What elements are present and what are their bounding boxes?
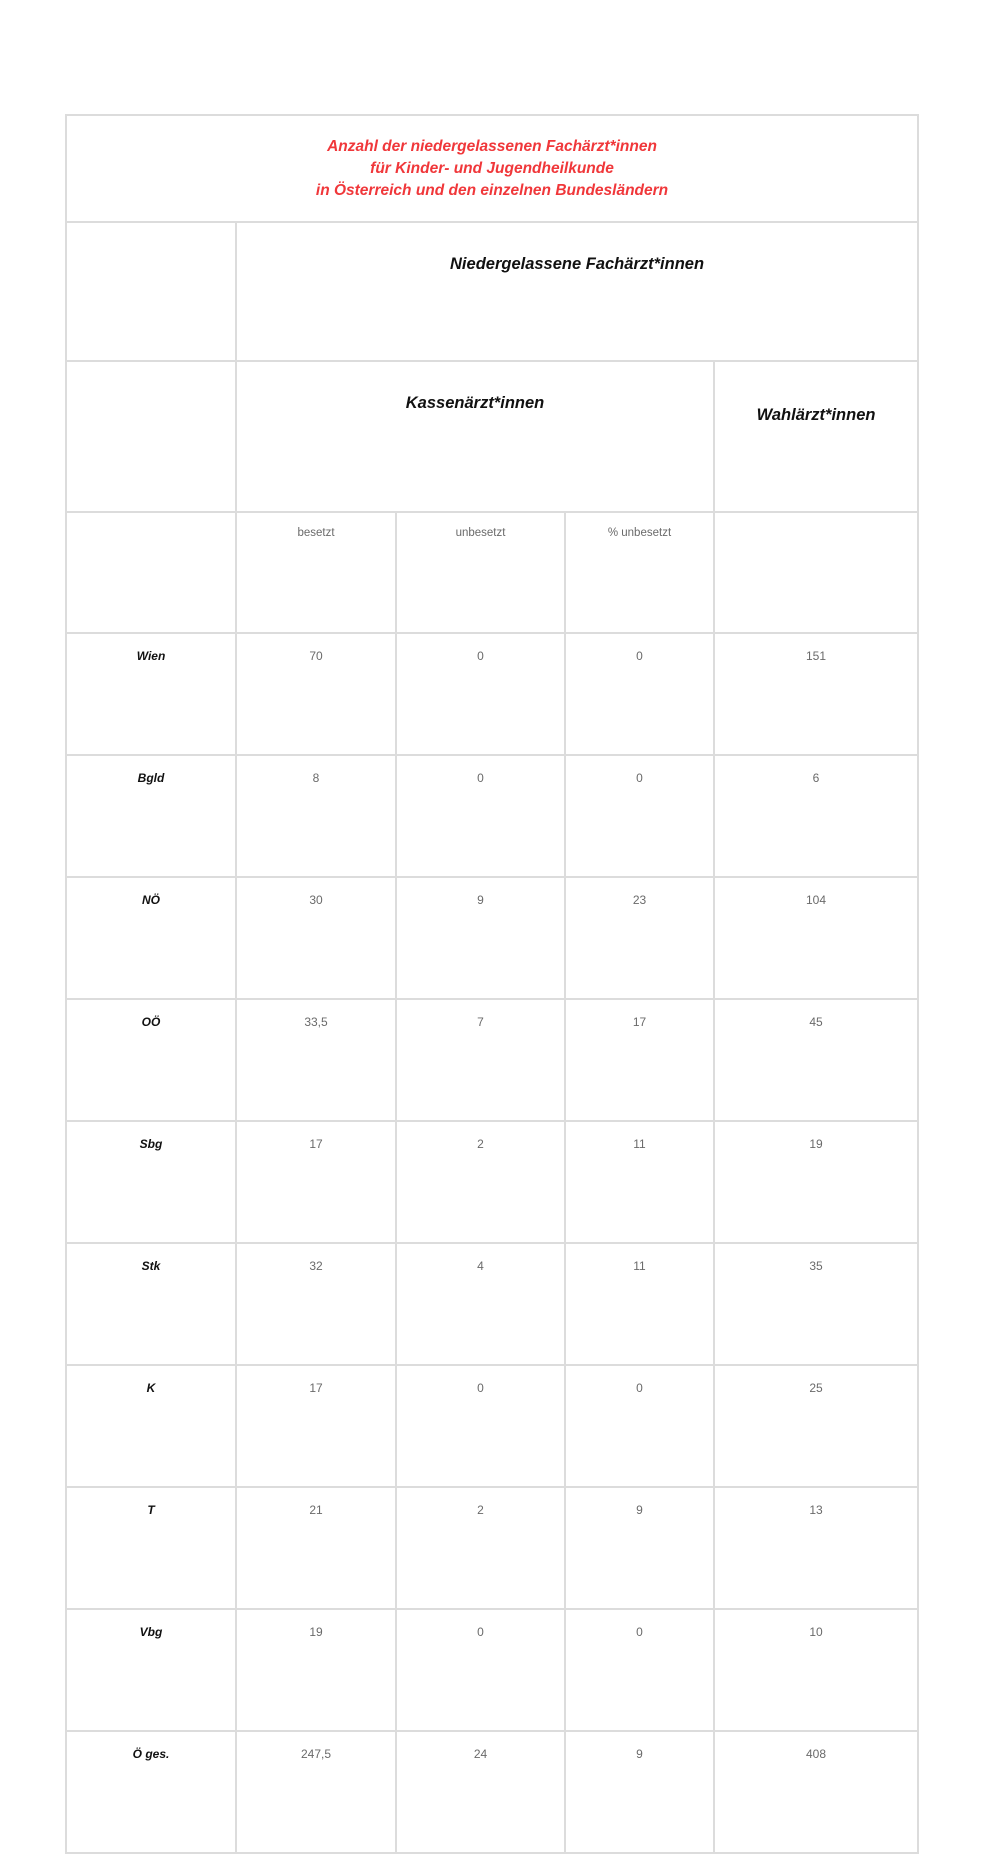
unbesetzt-cell: 24	[396, 1731, 565, 1853]
wahlaerzte-cell: 35	[714, 1243, 918, 1365]
region-cell: Wien	[66, 633, 236, 755]
empty-corner-cell	[66, 222, 236, 361]
header-row-niedergelassene	[66, 222, 918, 361]
wahlaerzte-cell: 19	[714, 1121, 918, 1243]
region-cell: Sbg	[66, 1121, 236, 1243]
besetzt-cell: 19	[236, 1609, 396, 1731]
region-cell: Stk	[66, 1243, 236, 1365]
table-row	[66, 1609, 918, 1731]
table-row	[66, 633, 918, 755]
wahlaerzte-cell: 151	[714, 633, 918, 755]
unbesetzt-cell: 7	[396, 999, 565, 1121]
pct-unbesetzt-cell: 17	[565, 999, 714, 1121]
unbesetzt-cell: 2	[396, 1121, 565, 1243]
region-cell: T	[66, 1487, 236, 1609]
table-row	[66, 877, 918, 999]
besetzt-cell: 21	[236, 1487, 396, 1609]
unbesetzt-cell: 0	[396, 1609, 565, 1731]
header-niedergelassene: Niedergelassene Fachärzt*innen	[236, 222, 918, 361]
wahlaerzte-cell: 6	[714, 755, 918, 877]
besetzt-cell: 32	[236, 1243, 396, 1365]
table-row	[66, 1487, 918, 1609]
region-cell: K	[66, 1365, 236, 1487]
region-cell: Vbg	[66, 1609, 236, 1731]
region-cell: OÖ	[66, 999, 236, 1121]
table-row	[66, 999, 918, 1121]
title-line-2: für Kinder- und Jugendheilkunde	[370, 159, 614, 177]
wahlaerzte-cell: 25	[714, 1365, 918, 1487]
wahlaerzte-cell: 10	[714, 1609, 918, 1731]
pct-unbesetzt-cell: 11	[565, 1243, 714, 1365]
besetzt-cell: 30	[236, 877, 396, 999]
table-row	[66, 1121, 918, 1243]
empty-corner-cell	[66, 361, 236, 512]
pct-unbesetzt-cell: 9	[565, 1487, 714, 1609]
header-row-kassen-wahl	[66, 361, 918, 512]
unbesetzt-cell: 0	[396, 1365, 565, 1487]
physician-table	[65, 114, 919, 1854]
unbesetzt-cell: 0	[396, 755, 565, 877]
title-row	[66, 115, 918, 222]
besetzt-cell: 17	[236, 1121, 396, 1243]
unbesetzt-cell: 4	[396, 1243, 565, 1365]
table-row	[66, 755, 918, 877]
wahlaerzte-cell: 45	[714, 999, 918, 1121]
unbesetzt-cell: 0	[396, 633, 565, 755]
title-line-1: Anzahl der niedergelassenen Fachärzt*innen	[327, 137, 657, 155]
table-row	[66, 1243, 918, 1365]
column-header-besetzt: besetzt	[236, 512, 396, 633]
empty-header-cell	[714, 512, 918, 633]
column-header-pct-unbesetzt: % unbesetzt	[565, 512, 714, 633]
unbesetzt-cell: 9	[396, 877, 565, 999]
besetzt-cell: 8	[236, 755, 396, 877]
region-cell: NÖ	[66, 877, 236, 999]
besetzt-cell: 247,5	[236, 1731, 396, 1853]
table-title	[66, 115, 918, 222]
region-cell: Bgld	[66, 755, 236, 877]
pct-unbesetzt-cell: 0	[565, 633, 714, 755]
table-row	[66, 1731, 918, 1853]
pct-unbesetzt-cell: 9	[565, 1731, 714, 1853]
unbesetzt-cell: 2	[396, 1487, 565, 1609]
wahlaerzte-cell: 13	[714, 1487, 918, 1609]
pct-unbesetzt-cell: 11	[565, 1121, 714, 1243]
besetzt-cell: 33,5	[236, 999, 396, 1121]
besetzt-cell: 17	[236, 1365, 396, 1487]
pct-unbesetzt-cell: 0	[565, 1609, 714, 1731]
header-kassenaerzte: Kassenärzt*innen	[236, 361, 714, 512]
besetzt-cell: 70	[236, 633, 396, 755]
wahlaerzte-cell: 408	[714, 1731, 918, 1853]
region-cell: Ö ges.	[66, 1731, 236, 1853]
header-wahlaerzte: Wahlärzt*innen	[714, 361, 918, 512]
table-row	[66, 1365, 918, 1487]
column-header-unbesetzt: unbesetzt	[396, 512, 565, 633]
pct-unbesetzt-cell: 0	[565, 755, 714, 877]
wahlaerzte-cell: 104	[714, 877, 918, 999]
pct-unbesetzt-cell: 23	[565, 877, 714, 999]
header-row-columns	[66, 512, 918, 633]
title-line-3: in Österreich und den einzelnen Bundesländern	[315, 181, 669, 199]
empty-corner-cell	[66, 512, 236, 633]
pct-unbesetzt-cell: 0	[565, 1365, 714, 1487]
